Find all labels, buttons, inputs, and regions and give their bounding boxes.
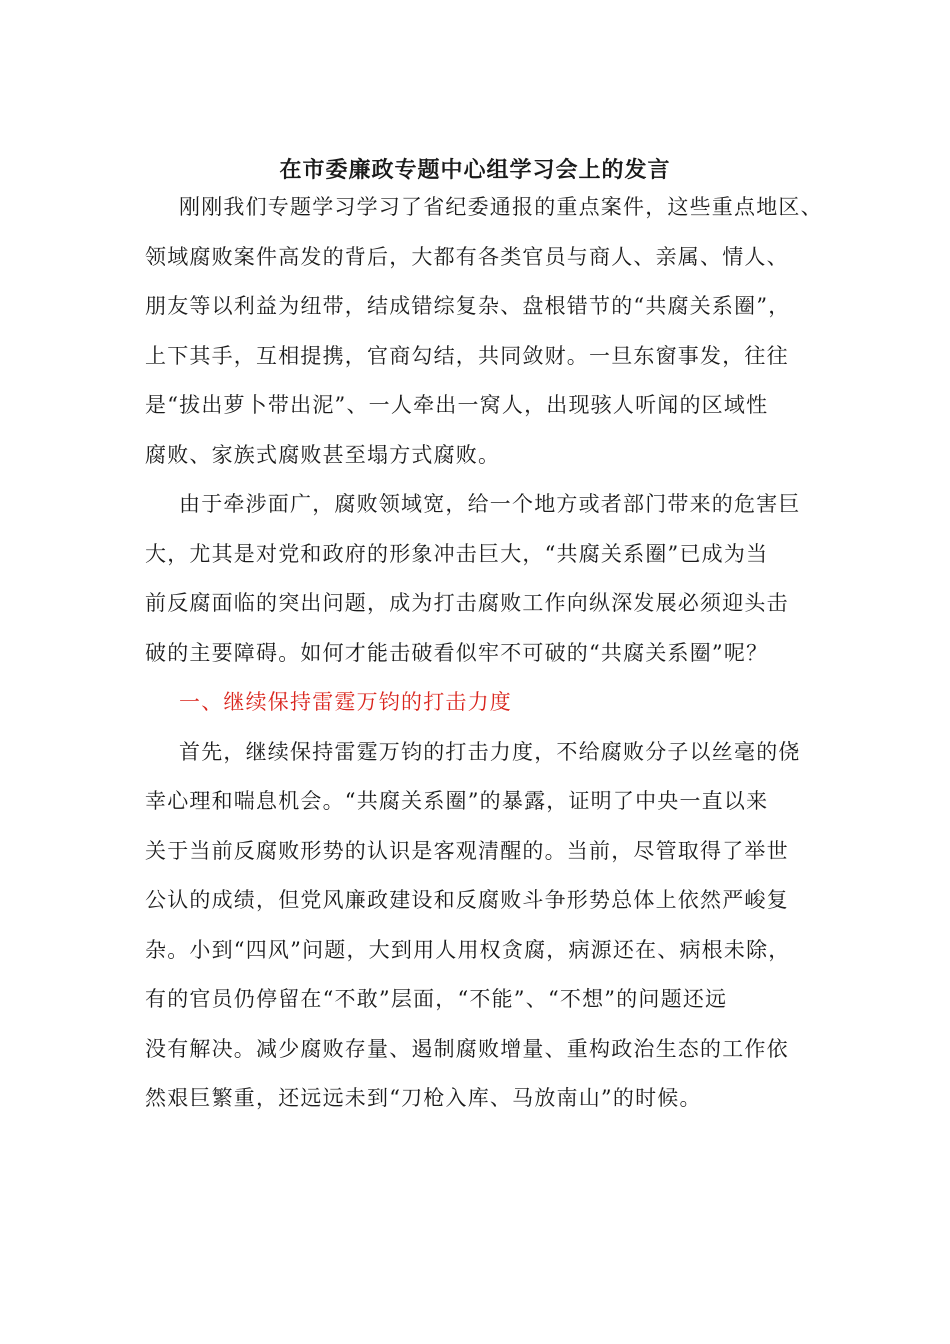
paragraph-line: 由于牵涉面广，腐败领域宽，给一个地方或者部门带来的危害巨: [179, 492, 801, 516]
paragraph-line: 幸心理和喘息机会。“共腐关系圈”的暴露，证明了中央一直以来: [145, 789, 769, 813]
paragraph-line: 大，尤其是对党和政府的形象冲击巨大，“共腐关系圈”已成为当: [145, 541, 769, 566]
paragraph-line: 然艰巨繁重，还远远未到“刀枪入库、马放南山”的时候。: [145, 1086, 702, 1110]
paragraph-line: 公认的成绩，但党风廉政建设和反腐败斗争形势总体上依然严峻复: [145, 888, 789, 912]
paragraph-line: 首先，继续保持雷霆万钧的打击力度，不给腐败分子以丝毫的侥: [179, 739, 801, 764]
paragraph-line: 杂。小到“四风”问题，大到用人用权贪腐，病源还在、病根未除，: [145, 937, 791, 962]
paragraph-line: 腐败、家族式腐败甚至塌方式腐败。: [145, 442, 501, 467]
paragraph-line: 没有解决。减少腐败存量、遏制腐败增量、重构政治生态的工作依: [145, 1036, 789, 1061]
paragraph-line: 刚刚我们专题学习学习了省纪委通报的重点案件，这些重点地区、: [179, 195, 823, 219]
paragraph-line: 朋友等以利益为纽带，结成错综复杂、盘根错节的“共腐关系圈”，: [145, 294, 791, 318]
paragraph-line: 领域腐败案件高发的背后，大都有各类官员与商人、亲属、情人、: [145, 244, 789, 269]
paragraph-line: 关于当前反腐败形势的认识是客观清醒的。当前，尽管取得了举世: [145, 838, 789, 863]
paragraph-line: 是“拔出萝卜带出泥”、一人牵出一窝人，出现骇人听闻的区域性: [145, 393, 769, 417]
paragraph-line: 前反腐面临的突出问题，成为打击腐败工作向纵深发展必须迎头击: [145, 591, 789, 615]
paragraph-line: 破的主要障碍。如何才能击破看似牢不可破的“共腐关系圈”呢？: [145, 640, 769, 665]
section-heading: 一、继续保持雷霆万钧的打击力度: [179, 690, 512, 714]
page-title: 在市委廉政专题中心组学习会上的发言: [279, 157, 671, 183]
document-body: [145, 183, 825, 1124]
paragraph-line: 有的官员仍停留在“不敢”层面，“不能”、“不想”的问题还远: [145, 987, 728, 1011]
paragraph-line: 上下其手，互相提携，官商勾结，共同敛财。一旦东窗事发，往往: [145, 343, 789, 368]
